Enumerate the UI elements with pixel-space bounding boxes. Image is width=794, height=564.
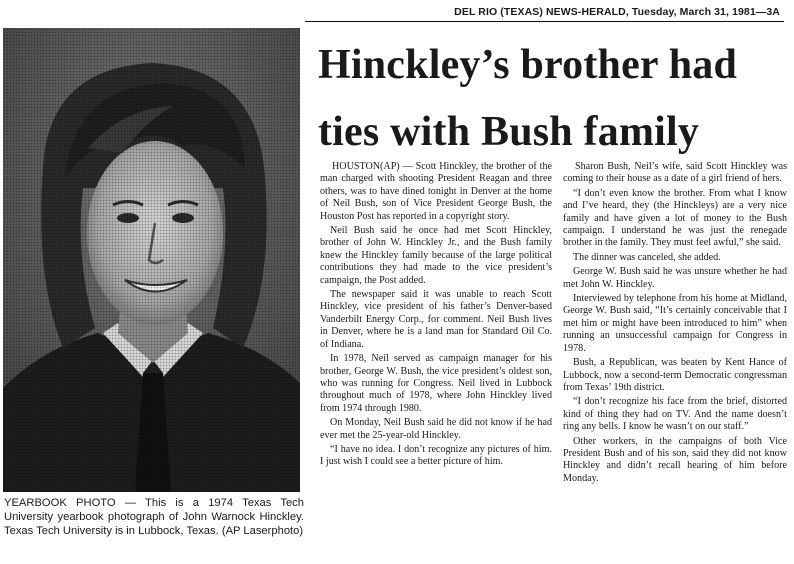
headline-line-1: Hinckley’s brother had (318, 42, 738, 88)
photo-caption: YEARBOOK PHOTO — This is a 1974 Texas Tech University yearbook photograph of John Warnock Hinckley. Texas Tech University is in Lubbock, Texas. (AP Laserphoto) (4, 497, 304, 538)
paragraph: Other workers, in the campaigns of both Vice President Bush and of his son, said they did not know Hinckley and didn’t recall hearing of him before Monday. (563, 435, 787, 484)
paragraph: Bush, a Republican, was beaten by Kent Hance of Lubbock, now a second-term Democratic congressman from Texas’ 19th district. (563, 357, 787, 393)
paragraph: Interviewed by telephone from his home at Midland, George W. Bush said, “It’s certainly conceivable that I met him or might have been introduced to him” when running an unsuccessful campaign for Congress in 1978. (563, 293, 787, 354)
paragraph: HOUSTON(AP) — Scott Hinckley, the brother of the man charged with shooting President Reagan and three others, was to have dined tonight in Denver at the home of Neil Bush, son of Vice President George Bush, the Houston Post has reported in a copyright story. (320, 161, 552, 222)
headline (318, 32, 788, 166)
paragraph: In 1978, Neil served as campaign manager for his brother, George W. Bush, the vice president’s oldest son, who was running for Congress. Neil lived in Lubbock throughout much of 1978, where John Hinckley lived from 1974 through 1980. (320, 353, 552, 414)
paragraph: Sharon Bush, Neil’s wife, said Scott Hinckley was coming to their house as a date of a girl friend of hers. (563, 161, 787, 185)
masthead-rule (305, 21, 784, 22)
paragraph: The newspaper said it was unable to reach Scott Hinckley, vice president of his father’s Denver-based Vanderbilt Energy Corp., for comment. Neil Bush lives in Denver, where he is a land man for Standard Oil Co. of Indiana. (320, 289, 552, 350)
article-column-2 (563, 161, 787, 487)
paragraph: The dinner was canceled, she added. (573, 251, 721, 263)
yearbook-photo (3, 28, 300, 492)
paragraph: Neil Bush said he once had met Scott Hinckley, brother of John W. Hinckley Jr., and the Bush family knew the Hinckley family because of the large political contributions they had made to the vice president’s campaign, the Post added. (320, 225, 552, 286)
article-column-1 (320, 161, 552, 471)
paragraph: “I don’t even know the brother. From what I know and I’ve heard, they (the Hinckleys) are a very nice family and have given a lot of money to the Bush campaign. I understand he was just the renegade brother in the family. They must feel awful,” she said. (563, 187, 787, 249)
masthead: DEL RIO (TEXAS) NEWS-HERALD, Tuesday, March 31, 1981—3A (454, 6, 780, 18)
paragraph: On Monday, Neil Bush said he did not know if he had ever met the 25-year-old Hinckley. (320, 417, 552, 441)
paragraph: George W. Bush said he was unsure whether he had met John W. Hinckley. (563, 266, 787, 290)
paragraph: “I don’t recognize his face from the brief, distorted kind of thing they had on TV. And the name doesn’t ring any bells. I know he wasn’t on our staff.” (563, 396, 787, 433)
headline-line-2: ties with Bush family (318, 109, 700, 155)
paragraph: “I have no idea. I don’t recognize any pictures of him. I just wish I could see a better picture of him. (320, 443, 552, 468)
